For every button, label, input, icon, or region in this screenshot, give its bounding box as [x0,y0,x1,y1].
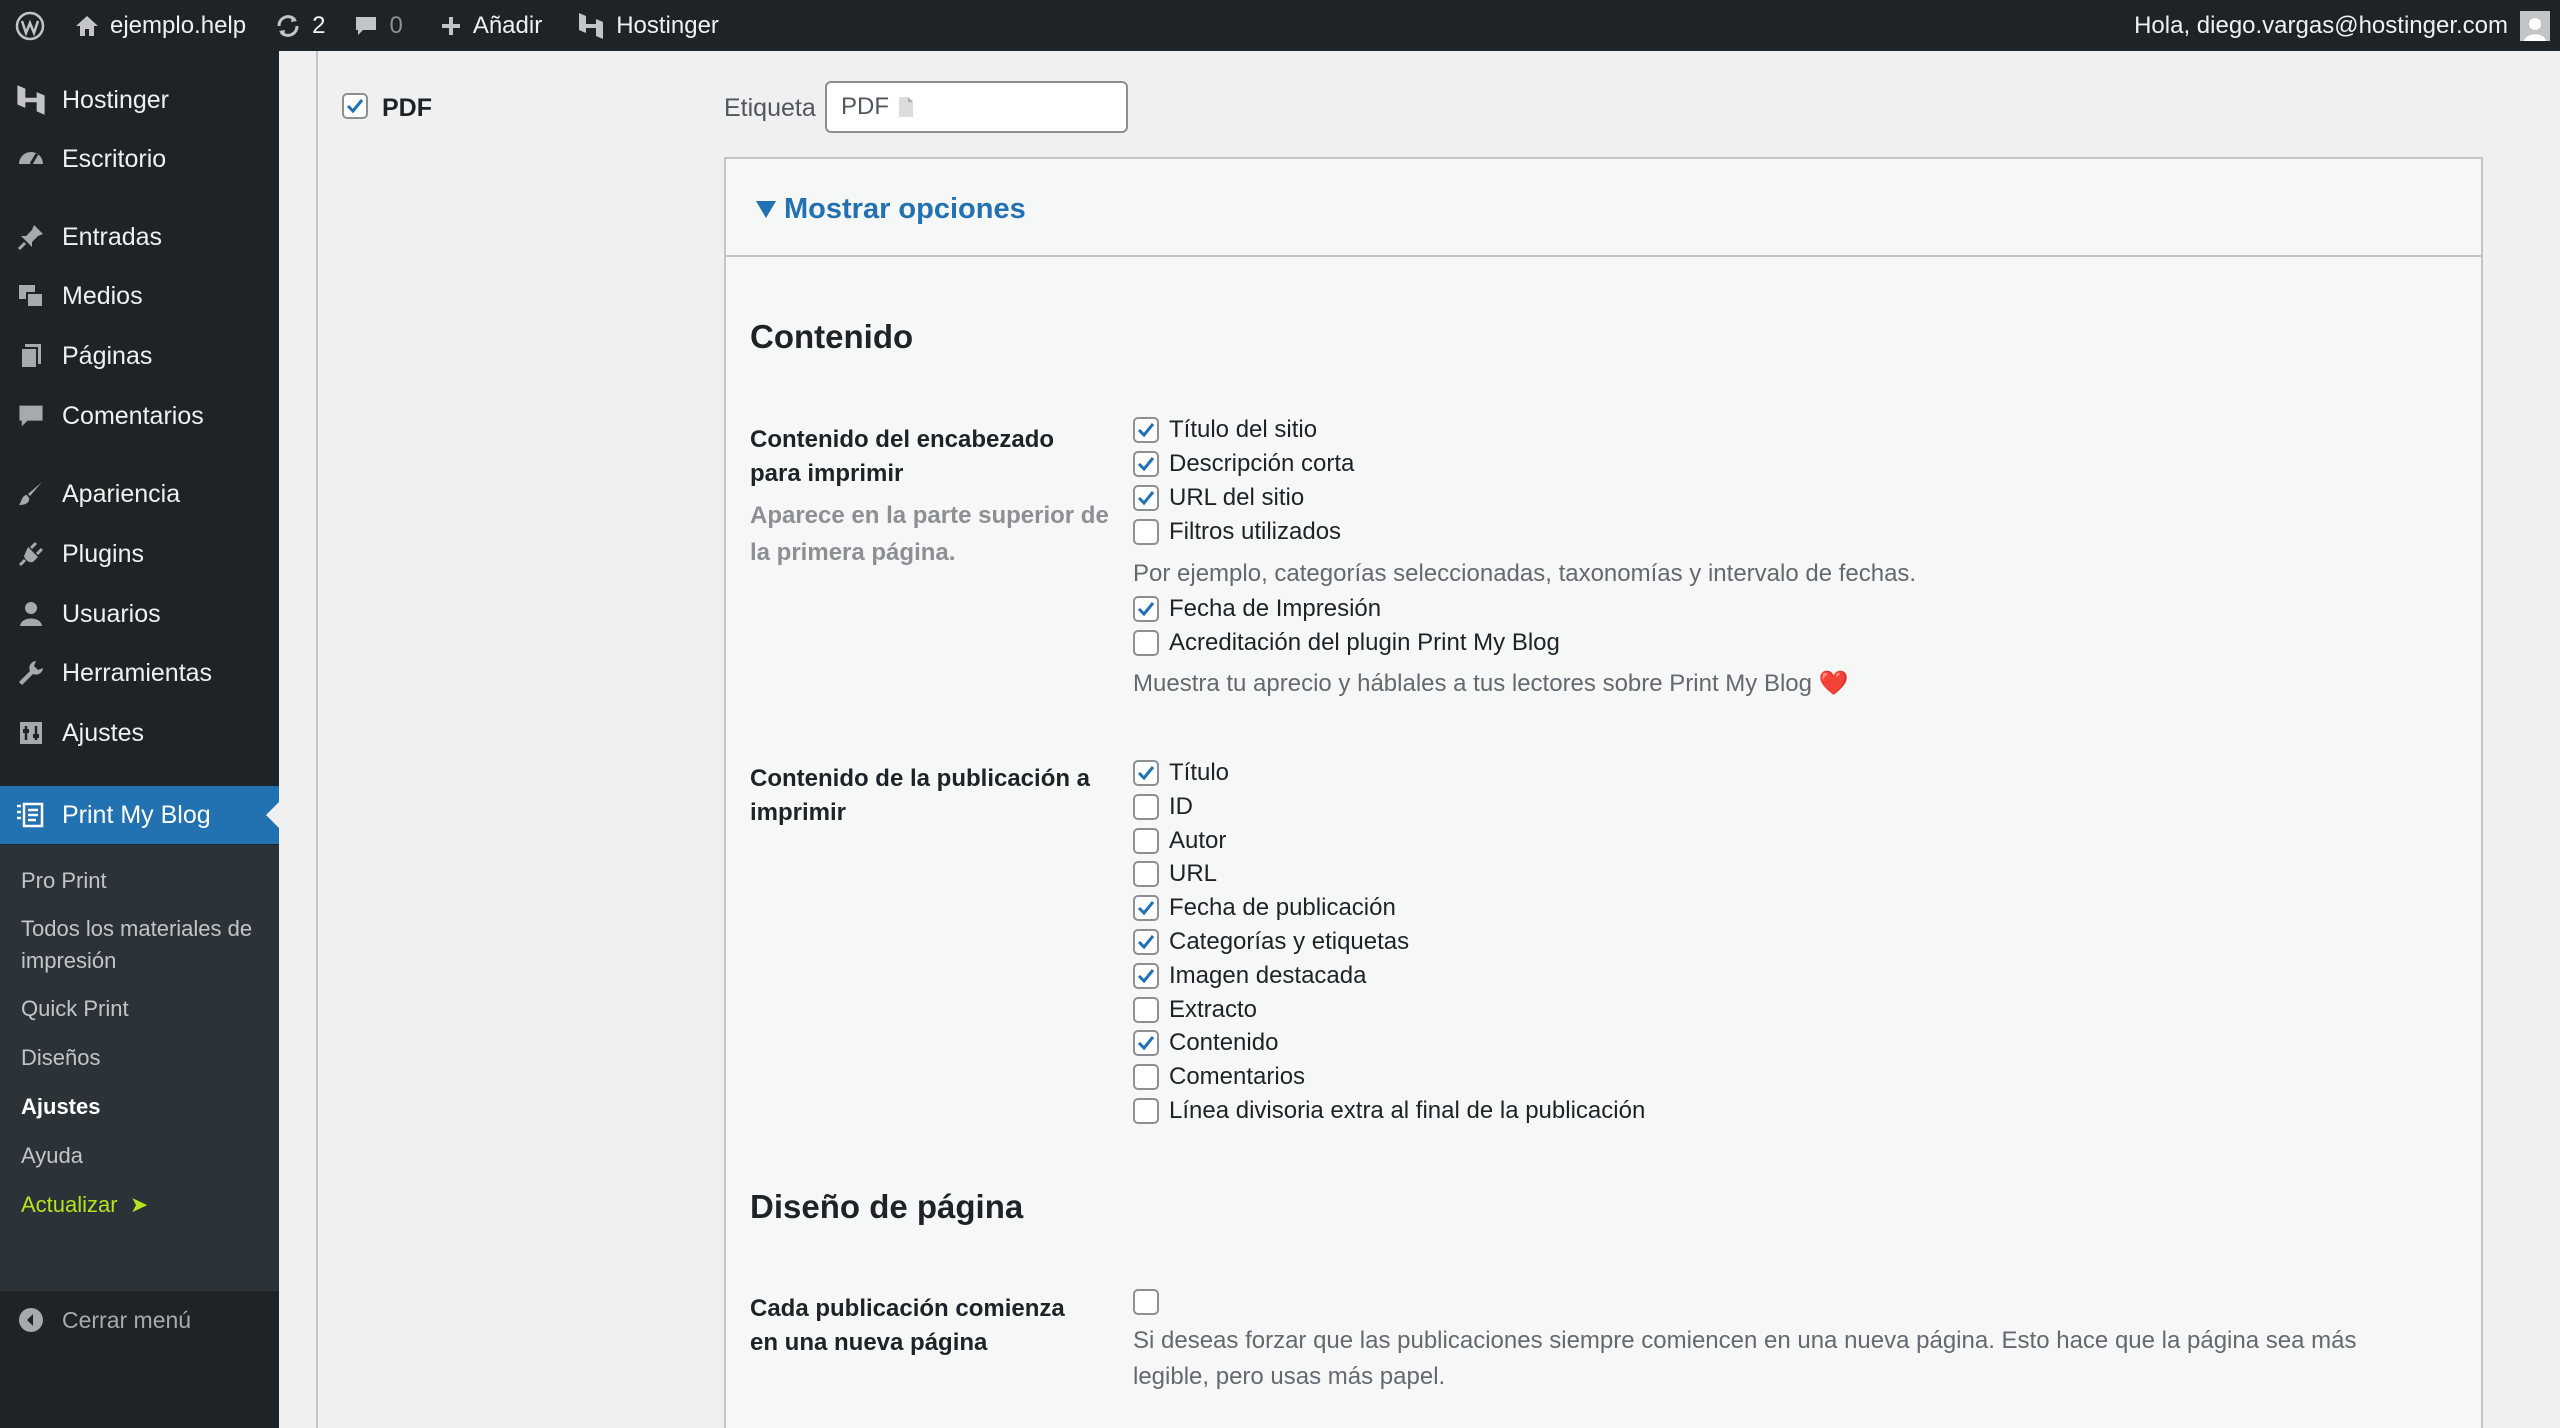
post-option[interactable] [1133,790,1193,824]
option-label: Autor [1169,826,1227,854]
sidebar-item-label: Apariencia [62,479,181,508]
option-label: Comentarios [1169,1063,1306,1091]
pdf-format-label: PDF [382,94,432,122]
filters-hint: Por ejemplo, categorías seleccionadas, taxonomías y intervalo de fechas. [1133,560,1917,587]
collapse-arrow-icon [0,1306,62,1334]
option-label: Fecha de Impresión [1169,595,1382,622]
option-filters-used[interactable] [1133,515,1341,549]
arrow-right-icon: ➤ [123,1192,149,1217]
checkbox[interactable] [1133,1289,1159,1315]
document-icon [897,96,915,118]
plug-icon [0,539,62,569]
hostinger-label: Hostinger [616,11,719,39]
sidebar-item-label: Ajustes [62,718,144,747]
sidebar-item-comentarios[interactable] [0,389,279,443]
sidebar-item-label: Entradas [62,222,163,251]
option-short-description[interactable] [1133,447,1354,481]
checkbox[interactable] [1133,630,1159,656]
site-name: ejemplo.help [110,11,247,39]
sidebar-item-label: Plugins [62,539,144,568]
checkbox[interactable] [1133,1030,1159,1056]
sidebar-item-apariencia[interactable] [0,467,279,521]
media-icon [0,281,62,311]
hostinger-icon [576,11,606,41]
print-my-blog-submenu [0,845,279,1291]
sidebar-item-hostinger[interactable] [0,73,279,127]
avatar [2520,11,2550,41]
collapse-menu-button[interactable] [0,1298,279,1342]
option-print-date[interactable] [1133,592,1381,626]
option-label: Extracto [1169,995,1258,1023]
brush-icon [0,479,62,509]
post-option[interactable] [1133,993,1257,1027]
option-site-title[interactable] [1133,413,1317,447]
checkbox[interactable] [1133,485,1159,511]
section-title-diseno: Diseño de página [750,1188,1024,1225]
updates-link[interactable] [274,0,325,51]
submenu-settings[interactable]: Ajustes [21,1094,101,1119]
section-title-contenido: Contenido [750,318,914,355]
post-option[interactable] [1133,891,1396,925]
sidebar-item-plugins[interactable] [0,527,279,581]
sidebar-item-entradas[interactable] [0,210,279,264]
post-option[interactable] [1133,1094,1645,1128]
submenu-quick-print[interactable]: Quick Print [21,996,129,1021]
wordpress-logo-icon[interactable] [0,0,60,51]
comment-bubble-icon [353,13,379,39]
options-panel-header [726,159,2481,257]
sidebar-item-print-my-blog[interactable] [0,786,279,844]
option-label: URL del sitio [1169,484,1305,511]
greeting-text: Hola, diego.vargas@hostinger.com [2134,11,2508,39]
refresh-icon [274,12,302,40]
option-label: Título [1169,759,1230,786]
comments-icon [0,401,62,431]
hostinger-icon [0,83,62,117]
heart-icon: ❤️ [1818,670,1849,697]
sidebar-item-label: Herramientas [62,658,213,687]
new-page-title: Cada publicación comienza en una nueva página [750,1295,1065,1356]
wrench-icon [0,658,62,688]
option-plugin-credit[interactable] [1133,626,1560,660]
updates-count: 2 [312,11,326,39]
add-new-link[interactable] [439,0,542,51]
checkbox[interactable] [1133,760,1159,786]
sidebar-item-label: Print My Blog [62,800,211,829]
dashboard-icon [0,144,62,174]
checkbox[interactable] [1133,794,1159,820]
show-options-toggle[interactable] [756,193,1026,226]
comments-link[interactable] [353,0,402,51]
header-content-desc: Aparece en la parte superior de la primera página. [750,502,1109,566]
option-new-page[interactable] [1133,1285,1169,1319]
sidebar-item-medios[interactable] [0,269,279,323]
post-option[interactable] [1133,959,1366,993]
submenu-all-print-materials[interactable]: Todos los materiales de impresión [21,916,253,973]
checkbox[interactable] [1133,1064,1159,1090]
option-label: Fecha de publicación [1169,894,1396,922]
sidebar-item-herramientas[interactable] [0,646,279,700]
checkbox[interactable] [1133,997,1159,1023]
etiqueta-label: Etiqueta [724,94,816,122]
option-label: Título del sitio [1169,416,1318,443]
site-name-link[interactable] [74,0,246,51]
post-option[interactable] [1133,925,1409,959]
add-new-label: Añadir [472,11,543,39]
form-table-border [316,51,318,1428]
submenu-upgrade[interactable] [21,1189,148,1221]
post-option[interactable] [1133,857,1217,891]
credit-hint [1133,666,1849,702]
active-indicator [266,802,279,828]
user-icon [0,599,62,629]
header-content-title: Contenido del encabezado para imprimir [750,426,1055,487]
settings-icon [0,718,62,748]
sidebar-item-label: Comentarios [62,401,204,430]
option-label: Acreditación del plugin Print My Blog [1169,629,1560,656]
collapse-label: Cerrar menú [62,1306,192,1333]
checkbox[interactable] [1133,828,1159,854]
sidebar-item-ajustes[interactable] [0,706,279,760]
etiqueta-value: PDF [841,93,889,120]
new-page-hint: Si deseas forzar que las publicaciones siempre comiencen en una nueva página. Esto hace que la página sea más legible, pero usas más papel. [1133,1327,2357,1390]
post-option[interactable] [1133,756,1229,790]
triangle-down-icon [756,201,776,218]
post-option[interactable] [1133,824,1226,858]
sidebar-item-label: Usuarios [62,599,161,628]
checkbox[interactable] [1133,929,1159,955]
sidebar-item-label: Medios [62,281,143,310]
checkbox[interactable] [1133,451,1159,477]
credit-hint-text: Muestra tu aprecio y háblales a tus lectores sobre Print My Blog [1133,670,1812,697]
admin-sidebar [0,51,279,1428]
sidebar-item-paginas[interactable] [0,329,279,383]
checkbox[interactable] [1133,963,1159,989]
pages-icon [0,341,62,371]
option-label: URL [1169,860,1218,888]
option-label: Imagen destacada [1169,961,1367,989]
hostinger-link[interactable] [576,0,719,51]
print-icon [0,800,62,830]
checkbox[interactable] [1133,861,1159,887]
plus-icon [439,14,463,38]
checkbox[interactable] [1133,1098,1159,1124]
checkbox[interactable] [1133,519,1159,545]
option-label: Filtros utilizados [1169,518,1342,545]
sidebar-item-escritorio[interactable] [0,132,279,186]
checkbox[interactable] [1133,417,1159,443]
account-menu[interactable] [2134,0,2560,51]
checkbox-pdf[interactable] [342,93,368,119]
option-label: Categorías y etiquetas [1169,928,1410,955]
checkbox[interactable] [1133,895,1159,921]
home-icon [74,13,100,39]
upgrade-label: Actualizar [21,1192,118,1217]
admin-bar [0,0,2560,51]
option-label: Descripción corta [1169,450,1355,477]
sidebar-item-label: Escritorio [62,144,167,173]
option-site-url[interactable] [1133,481,1304,515]
post-content-title: Contenido de la publicación a imprimir [750,765,1091,826]
comments-count: 0 [389,11,403,39]
submenu-designs[interactable]: Diseños [21,1045,101,1070]
option-label: Contenido [1169,1029,1279,1057]
submenu-help[interactable]: Ayuda [21,1143,83,1168]
option-label: ID [1169,792,1193,820]
option-label: Línea divisoria extra al final de la publicación [1169,1097,1646,1124]
submenu-pro-print[interactable]: Pro Print [21,868,107,893]
show-options-label: Mostrar opciones [784,193,1026,225]
sidebar-item-label: Hostinger [62,85,169,114]
post-option[interactable] [1133,1026,1278,1060]
pin-icon [0,222,62,252]
checkbox[interactable] [1133,596,1159,622]
pdf-checkbox[interactable] [342,93,368,122]
sidebar-item-usuarios[interactable] [0,587,279,641]
sidebar-item-label: Páginas [62,341,153,370]
post-option[interactable] [1133,1060,1305,1094]
etiqueta-input[interactable] [825,81,1128,133]
